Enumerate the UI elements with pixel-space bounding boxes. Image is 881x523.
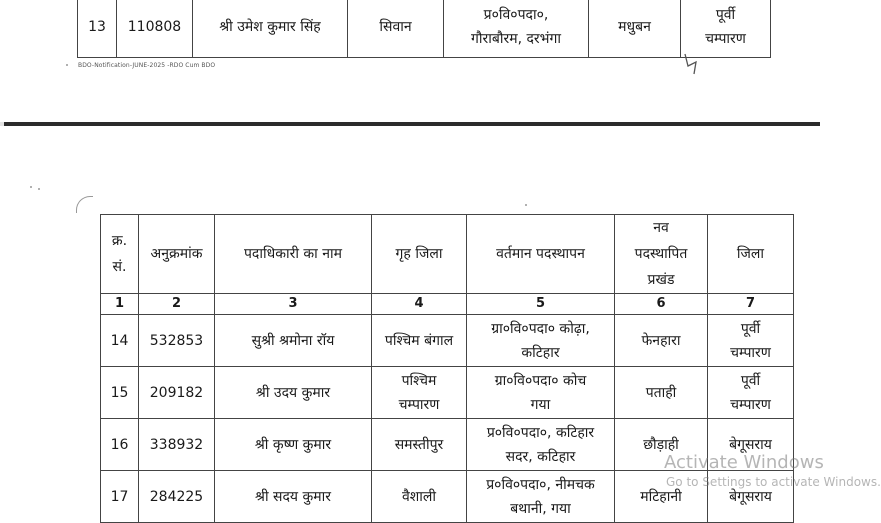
district-line1: पूर्वी	[740, 372, 761, 389]
district-line2: चम्पारण	[705, 31, 746, 47]
current-line1: प्र०वि०पदा०,	[483, 7, 549, 23]
speck	[525, 204, 527, 206]
cell-name: श्री उमेश कुमार सिंह	[193, 0, 348, 58]
column-number: 5	[467, 294, 615, 315]
cell-home-district: सिवान	[348, 0, 444, 58]
cell-home-district	[372, 315, 467, 367]
cell-home-district	[372, 471, 467, 523]
table-row	[101, 471, 794, 523]
home-line1: पश्चिम बंगाल	[384, 332, 454, 349]
cell-code: 110808	[117, 0, 193, 58]
header-district: जिला	[708, 215, 794, 294]
cell-current-posting	[467, 367, 615, 419]
cell-current-posting	[467, 315, 615, 367]
district-line1: बेगूसराय	[729, 488, 772, 505]
current-line1: प्र०वि०पदा०, नीमचक	[486, 476, 595, 493]
column-number-row	[101, 294, 794, 315]
cell-home-district	[372, 419, 467, 471]
watermark-subtitle: Go to Settings to activate Windows.	[666, 475, 881, 489]
current-line2: गया	[530, 396, 551, 413]
cell-name: श्री उदय कुमार	[215, 367, 372, 419]
column-number: 3	[215, 294, 372, 315]
column-number: 1	[101, 294, 139, 315]
cell-code: 532853	[139, 315, 215, 367]
previous-page-table	[77, 0, 771, 58]
table-header-row	[101, 215, 794, 294]
cell-current-posting	[444, 0, 589, 58]
header-sl-line1: क्र.	[111, 233, 128, 249]
officer-posting-table	[100, 214, 794, 523]
current-line2: बथानी, गया	[510, 500, 571, 517]
cell-district	[708, 419, 794, 471]
cell-sl: 17	[101, 471, 139, 523]
cell-current-posting	[467, 471, 615, 523]
header-new-line2: पदस्थापित	[634, 246, 688, 262]
header-sl	[101, 215, 139, 294]
table-row	[101, 419, 794, 471]
cell-district	[708, 315, 794, 367]
cell-district	[708, 367, 794, 419]
cell-code: 338932	[139, 419, 215, 471]
header-home-district: गृह जिला	[372, 215, 467, 294]
home-line2: चम्पारण	[398, 396, 440, 413]
column-number: 2	[139, 294, 215, 315]
home-line1: वैशाली	[401, 488, 437, 505]
table-row	[101, 315, 794, 367]
cell-new-block: छौड़ाही	[615, 419, 708, 471]
cell-current-posting	[467, 419, 615, 471]
column-number: 4	[372, 294, 467, 315]
watermark-title: Activate Windows	[664, 452, 824, 473]
header-sl-line2: सं.	[112, 259, 127, 275]
current-line2: कटिहार	[521, 344, 560, 361]
header-new-block	[615, 215, 708, 294]
cell-new-block: मधुबन	[589, 0, 681, 58]
cell-district	[681, 0, 771, 58]
cell-code: 209182	[139, 367, 215, 419]
header-code: अनुक्रमांक	[139, 215, 215, 294]
cell-name: सुश्री श्रमोना रॉय	[215, 315, 372, 367]
current-line1: ग्रा०वि०पदा० कोढ़ा,	[491, 320, 590, 337]
handwritten-mark-icon	[680, 52, 702, 78]
speck	[38, 188, 40, 190]
header-new-line3: प्रखंड	[647, 272, 675, 288]
speck	[30, 186, 32, 188]
district-line1: बेगूसराय	[729, 436, 772, 453]
district-line1: पूर्वी	[740, 320, 761, 337]
cell-new-block: पताही	[615, 367, 708, 419]
cell-sl: 16	[101, 419, 139, 471]
cell-home-district	[372, 367, 467, 419]
document-page-current	[0, 126, 820, 521]
cell-new-block: फेनहारा	[615, 315, 708, 367]
district-line2: चम्पारण	[730, 396, 771, 413]
header-current-posting: वर्तमान पदस्थापन	[467, 215, 615, 294]
cell-name: श्री सदय कुमार	[215, 471, 372, 523]
home-line1: पश्चिम	[401, 372, 437, 389]
table-row	[78, 0, 771, 58]
cell-sl: 15	[101, 367, 139, 419]
speck	[66, 64, 68, 66]
header-new-line1: नव	[653, 220, 669, 236]
cell-new-block: मटिहानी	[615, 471, 708, 523]
table-row	[101, 367, 794, 419]
scan-mark	[76, 196, 93, 213]
current-line2: सदर, कटिहार	[505, 448, 576, 465]
footer-note: BDO-Notification-JUNE-2025 -RDO Cum BDO	[78, 62, 216, 69]
current-line2: गौराबौरम, दरभंगा	[471, 31, 561, 47]
header-name: पदाधिकारी का नाम	[215, 215, 372, 294]
cell-district	[708, 471, 794, 523]
cell-sl: 14	[101, 315, 139, 367]
cell-sl: 13	[78, 0, 117, 58]
cell-code: 284225	[139, 471, 215, 523]
district-line1: पूर्वी	[715, 7, 736, 23]
cell-name: श्री कृष्ण कुमार	[215, 419, 372, 471]
column-number: 7	[708, 294, 794, 315]
home-line1: समस्तीपुर	[394, 436, 444, 453]
document-page-previous	[0, 0, 820, 122]
column-number: 6	[615, 294, 708, 315]
district-line2: चम्पारण	[730, 344, 771, 361]
current-line1: प्र०वि०पदा०, कटिहार	[486, 424, 595, 441]
current-line1: ग्रा०वि०पदा० कोच	[494, 372, 587, 389]
